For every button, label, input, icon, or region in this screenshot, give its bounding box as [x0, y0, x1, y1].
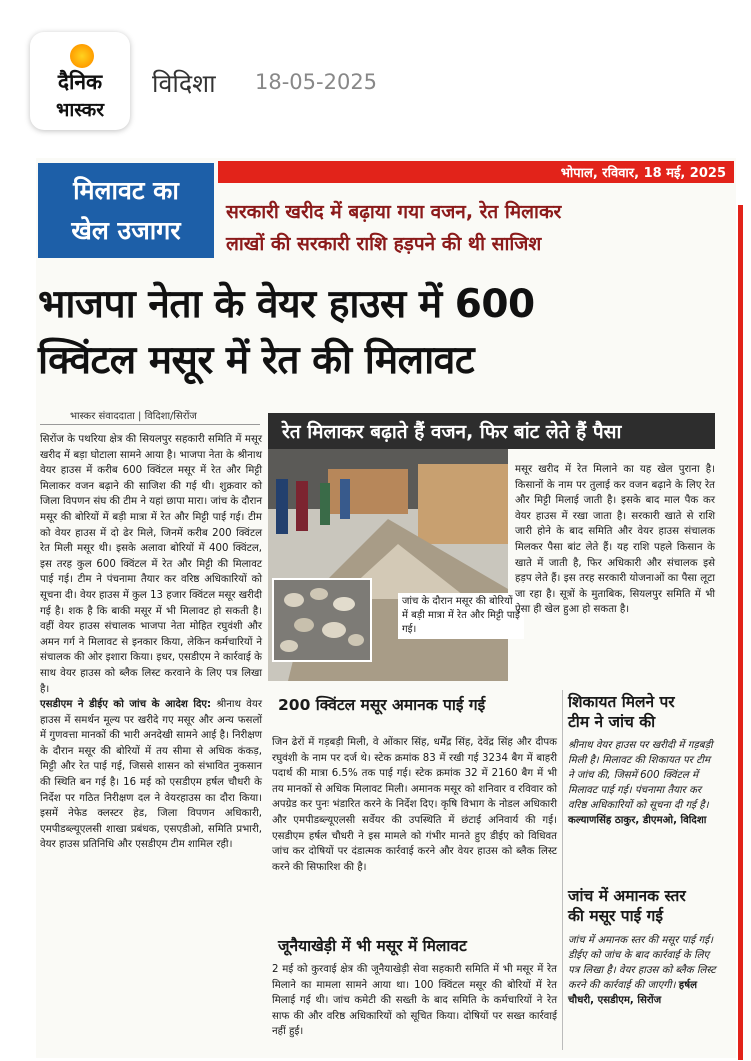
deck-line-1: सरकारी खरीद में बढ़ाया गया वजन, रेत मिलाकर [226, 201, 562, 223]
logo-line-1: दैनिक [57, 70, 103, 94]
sidebar-quote-1-heading [568, 692, 675, 732]
sun-icon [70, 44, 94, 68]
sand-mix-closeup-photo [272, 578, 372, 662]
dateline: भोपाल, रविवार, 18 मई, 2025 [560, 166, 726, 181]
dateline-bar [218, 161, 734, 183]
page-edge-stripe [738, 205, 743, 1060]
photo-side-text: मसूर खरीद में रेत मिलाने का यह खेल पुराना है। किसानों के नाम पर तुलाई कर वजन बढ़ाने के लिए रेत और मिट्टी मिलाई जाती है। इसके बाद माल पैक कर वेयर हाउस में रखा जाता है। सरकारी खाते से राशि जारी होने के बाद समिति और वेयर हाउस संचालक मिलकर पैसा बांट लेते हैं। यह राशि पहले किसान के खाते में जाती है, फिर अधिकारी और संचालक इसे हड़प लेते हैं। इस तरह सरकारी योजनाओं का पैसा लूटा जा रहा है। सूत्रों के मुताबिक, सियलपुर समिति में भी ऐसा ही खेल हुआ हो सकता है। [515, 464, 715, 616]
side1-heading-line-2: टीम ने जांच की [568, 713, 656, 731]
photo-banner-text: रेत मिलाकर बढ़ाते हैं वजन, फिर बांट लेते हैं पैसा [282, 421, 622, 443]
article-column-mid-1: जिन ढेरों में गड़बड़ी मिली, वे ओंकार सिंह, धर्मेंद्र सिंह, देवेंद्र सिंह और दीपक रघुवंशी के नाम पर दर्ज थे। स्टेक क्रमांक 83 में रखी गई 3234 बैग में बाहरी पदार्थ की मात्रा 6.5% तक पाई गई। स्टेक क्रमांक 32 में 2160 बैग में भी तय मानकों से अधिक मिलावट मिली। अमानक मसूर को शनिवार व रविवार को अपग्रेड कर पुनः भंडारित करने के निर्देश दिए। कृषि विभाग के नोडल अधिकारी और एमपीडब्ल्यूएलसी सर्वेयर की उपस्थिति में छंटाई अनिवार्य की गई। एसडीएम हर्षल चौधरी ने इस मामले को गंभीर मानते हुए डीईए को विधिवत जांच कर दोषियों पर दंडात्मक कार्रवाई करने और वेयर हाउस को ब्लैक लिस्ट करने की सिफारिश की है। [272, 737, 557, 873]
col1-subhead: एसडीएम ने डीईए को जांच के आदेश दिए: [40, 699, 212, 711]
kicker-line-1: मिलावट का [73, 176, 179, 205]
side2-heading-line-1: जांच में अमानक स्तर [568, 887, 686, 905]
photo-banner [268, 413, 715, 449]
byline: भास्कर संवाददाता | विदिशा/सिरोंज [70, 411, 197, 422]
subhead-200-quintal: 200 क्विंटल मसूर अमानक पाई गई [278, 696, 486, 714]
byline-rule [40, 424, 260, 425]
subhead-juneyakhedi: जूनैयाखेड़ी में भी मसूर में मिलावट [278, 937, 467, 955]
logo-line-2: भास्कर [55, 99, 105, 121]
side2-body-text: जांच में अमानक स्तर की मसूर पाई गई। डीईए को जांच के बाद कार्रवाई के लिए पत्र लिखा है। वेयर हाउस को ब्लैक लिस्ट करने की कार्रवाई की जाएगी। [568, 935, 716, 991]
side1-signature: कल्याणसिंह ठाकुर, डीएमओ, विदिशा [568, 815, 707, 826]
kicker-box [38, 163, 214, 258]
col1-paragraph-2: श्रीनाथ वेयर हाउस में समर्थन मूल्य पर खरीदे गए मसूर और अन्य फसलों में गुणवत्ता मानकों की भारी अनदेखी सामने आई है। निरीक्षण के दौरान मसूर की बोरियों में तय सीमा से अधिक कंकड़, मिट्टी और रेत पाई गई, जिससे शासन को संभावित नुकसान की स्थिति बन गई है। 16 मई को एसडीएम हर्षल चौधरी के निर्देश पर गठित निरीक्षण दल ने वेयरहाउस का दौरा किया। इसमें नेफेड क्लस्टर हेड, जिला विपणन अधिकारी, एमपीडब्ल्यूएलसी शाखा प्रबंधक, एसएडीओ, समिति प्रभारी, वेयर हाउस प्रतिनिधि और एसडीएम टीम शामिल रही। [40, 699, 263, 851]
side1-body-text: श्रीनाथ वेयर हाउस पर खरीदी में गड़बड़ी मिली है। मिलावट की शिकायत पर टीम ने जांच की, जिसमें 600 क्विंटल में मिलावट पाई गई। पंचनामा तैयार कर वरिष्ठ अधिकारियों को सूचना दी गई है। [568, 740, 713, 811]
sidebar-quote-2-heading [568, 886, 686, 926]
side2-heading-line-2: की मसूर पाई गई [568, 907, 663, 925]
edition-date: 18-05-2025 [255, 70, 378, 94]
column-divider [562, 690, 563, 1050]
sidebar-quote-2 [568, 933, 718, 1008]
deck-line-2: लाखों की सरकारी राशि हड़पने की थी साजिश [226, 233, 542, 255]
headline-line-1: भाजपा नेता के वेयर हाउस में 600 [38, 282, 535, 327]
edition-city: विदिशा [152, 69, 216, 98]
col1-paragraph-1: सिरोंज के पथरिया क्षेत्र की सियलपुर सहकारी समिति में मसूर खरीद में बड़ा घोटाला सामने आया है। भाजपा नेता के श्रीनाथ वेयर हाउस में करीब 600 क्विंटल मसूर में रेत और मिट्टी मिलाकर वजन बढ़ाने की साजिश की गई थी। शुक्रवार को जिला विपणन संघ की टीम ने यहां छापा मारा। जांच के दौरान मसूर की बोरियों में बड़ी मात्रा में रेत और मिट्टी पाई गई। टीम को वेयर हाउस में दो ढेर मिले, जिनमें करीब 200 क्विंटल रेत मिली मसूर थी। इसके अलावा बोरियों में 400 क्विंटल, इस तरह कुल 600 क्विंटल में रेत और मिट्टी की मिलावट पाई गई। टीम ने पंचनामा तैयार कर वरिष्ठ अधिकारियों को सूचना दी। वेयर हाउस में कुल 13 हजार क्विंटल मसूर खरीदी गई है। शक है कि बाकी मसूर में भी मिलावट हो सकती है। वहीं वेयर हाउस संचालक भाजपा नेता मोहित रघुवंशी और अमन गर्ग ने मिलावट से इनकार किया, लेकिन कर्मचारियों ने संचालक की ओर इशारा किया। इधर, एसडीएम ने कार्रवाई के साथ वेयर हाउस को ब्लैक लिस्ट करवाने के लिए पत्र लिखा है। [40, 434, 262, 695]
article-column-1 [40, 432, 262, 853]
photo-caption: जांच के दौरान मसूर की बोरियों में बड़ी मात्रा में रेत और मिट्टी पाई गई। [398, 593, 524, 639]
sidebar-quote-1 [568, 738, 718, 828]
headline-line-2: क्विंटल मसूर में रेत की मिलावट [38, 338, 475, 383]
side1-heading-line-1: शिकायत मिलने पर [568, 693, 675, 711]
dainik-bhaskar-logo [30, 32, 130, 130]
kicker-line-2: खेल उजागर [71, 216, 181, 245]
side2-signature: हर्षल चौधरी, एसडीएम, सिरोंज [568, 980, 697, 1006]
article-column-mid-2: 2 मई को कुरवाई क्षेत्र की जूनैयाखेड़ी सेवा सहकारी समिति में भी मसूर में रेत मिलाने का मामला सामने आया था। 100 क्विंटल मसूर की बोरियों में रेत मिलाई गई थी। जांच कमेटी की सख्ती के बाद समिति के कर्मचारियों ने रेत साफ की और वरिष्ठ अधिकारियों को सूचित किया। दोषियों पर सख्त कार्रवाई नहीं हुई। [272, 964, 557, 1038]
